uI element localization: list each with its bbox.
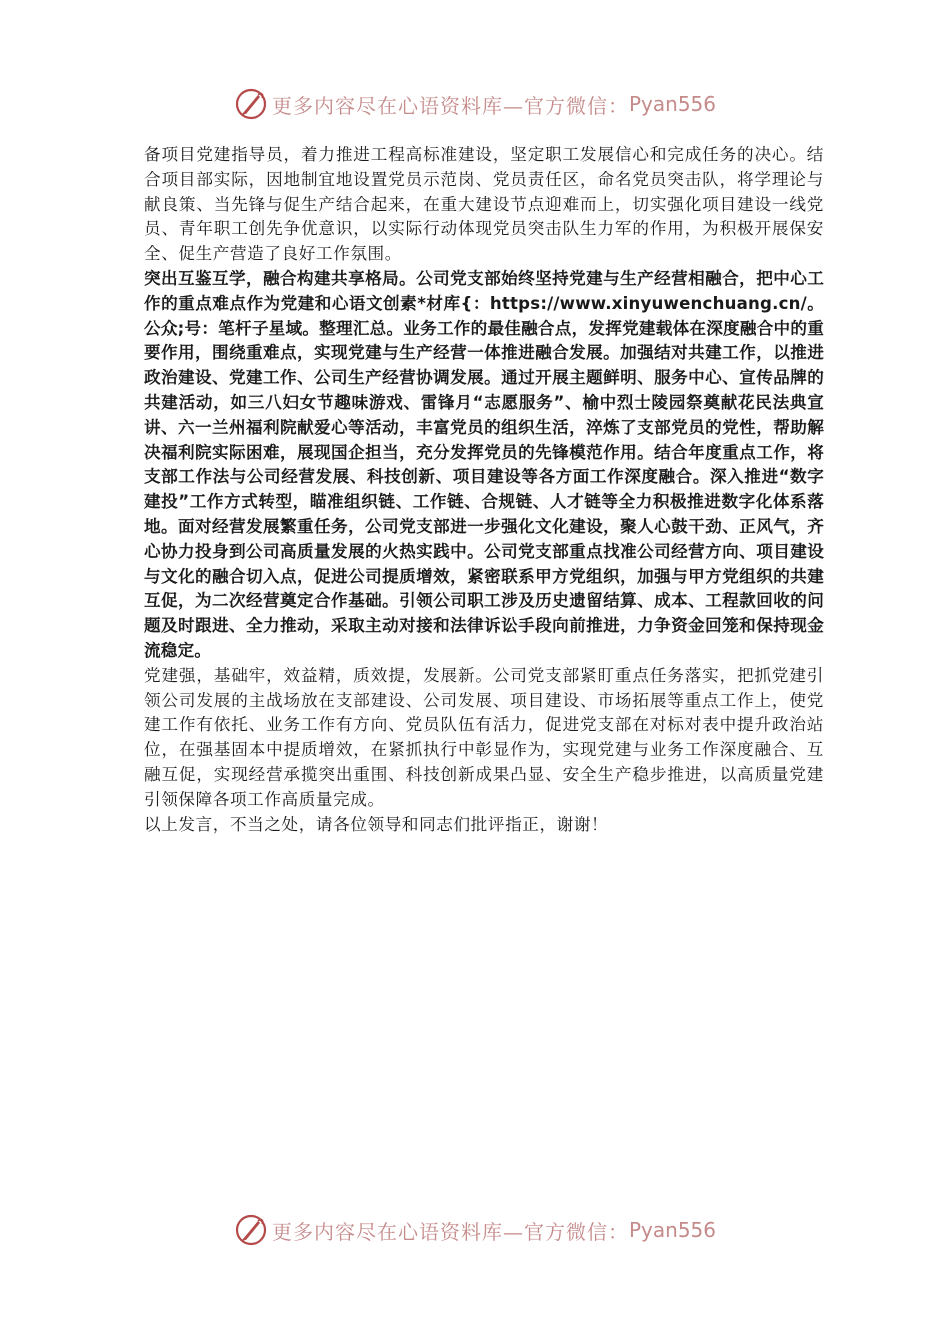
quill-logo-icon (234, 87, 268, 121)
footer-wechat-id: Pyan556 (628, 1218, 716, 1242)
header-banner-text: 更多内容尽在心语资料库—官方微信： (271, 93, 629, 118)
footer-banner (0, 1210, 950, 1250)
footer-banner-text: 更多内容尽在心语资料库—官方微信： (271, 1219, 629, 1244)
paragraph-1: 备项目党建指导员，着力推进工程高标准建设，坚定职工发展信心和完成任务的决心。结合项目部实际，因地制宜地设置党员示范岗、党员责任区，命名党员突击队，将学理论与献良策、当先锋与促生产结合起来，在重大建设节点迎难而上，切实强化项目建设一线党员、青年职工创先争优意识，以实际行动体现党员突击队生力军的作用，为积极开展保安全、促生产营造了良好工作氛围。 (144, 145, 824, 264)
paragraph-4: 以上发言，不当之处，请各位领导和同志们批评指正，谢谢！ (144, 814, 609, 834)
paragraph-3: 党建强，基础牢，效益精，质效提，发展新。公司党支部紧盯重点任务落实，把抓党建引领公司发展的主战场放在支部建设、公司发展、项目建设、市场拓展等重点工作上，使党建工作有依托、业务工作有方向、党员队伍有活力，促进党支部在对标对表中提升政治站位，在强基固本中提质增效，在紧抓执行中彰显作为，实现党建与业务工作深度融合、互融互促，实现经营承揽突出重围、科技创新成果凸显、安全生产稳步推进，以高质量党建引领保障各项工作高质量完成。 (144, 665, 824, 809)
header-wechat-id: Pyan556 (628, 92, 716, 116)
quill-logo-icon (234, 1213, 268, 1247)
paragraph-2: 突出互鉴互学，融合构建共享格局。公司党支部始终坚持党建与生产经营相融合，把中心工作的重点难点作为党建和心语文创素*材库{：https://www.xinyuwenchuang.cn/。公众;号：笔杆子星域。整理汇总。业务工作的最佳融合点，发挥党建载体在深度融合中的重要作用，围绕重难点，实现党建与生产经营一体推进融合发展。加强结对共建工作，以推进政治建设、党建工作、公司生产经营协调发展。通过开展主题鲜明、服务中心、宣传品牌的共建活动，如三八妇女节趣味游戏、雷锋月“志愿服务”、榆中烈士陵园祭奠献花民法典宣讲、六一兰州福利院献爱心等活动，丰富党员的组织生活，淬炼了支部党员的党性，帮助解决福利院实际困难，展现国企担当，充分发挥党员的先锋模范作用。结合年度重点工作，将支部工作法与公司经营发展、科技创新、项目建设等各方面工作深度融合。深入推进“数字建投”工作方式转型，瞄准组织链、工作链、合规链、人才链等全力积极推进数字化体系落地。面对经营发展繁重任务，公司党支部进一步强化文化建设，聚人心鼓干劲、正风气，齐心协力投身到公司高质量发展的火热实践中。公司党支部重点找准公司经营方向、项目建设与文化的融合切入点，促进公司提质增效，紧密联系甲方党组织，加强与甲方党组织的共建互促，为二次经营奠定合作基础。引领公司职工涉及历史遗留结算、成本、工程款回收的问题及时跟进、全力推动，采取主动对接和法律诉讼手段向前推进，力争资金回笼和保持现金流稳定。 (144, 268, 824, 660)
header-banner (0, 84, 950, 124)
document-body (144, 143, 824, 837)
